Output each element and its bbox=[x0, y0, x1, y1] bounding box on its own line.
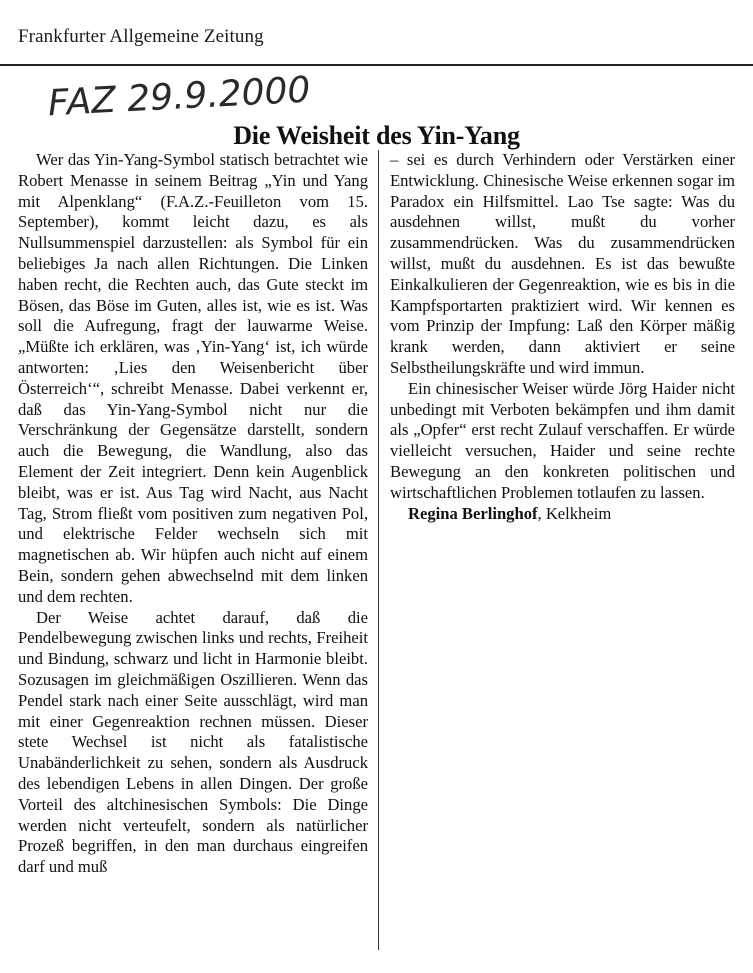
handwritten-date-text: FAZ 29.9.2000 bbox=[46, 69, 312, 125]
author-signature bbox=[390, 504, 735, 525]
author-place: Kelkheim bbox=[545, 503, 612, 523]
handwritten-date-note bbox=[0, 60, 380, 130]
newspaper-masthead: Frankfurter Allgemeine Zeitung bbox=[18, 26, 264, 47]
author-name: Regina Berlinghof bbox=[408, 503, 538, 523]
article-paragraph: Ein chinesischer Weiser würde Jörg Haider nicht unbedingt mit Verboten bekämpfen und ihm damit als „Opfer“ erst recht Zulauf verschaffen. Er würde vielleicht versuchen, Haider und seine rechte Bewegung an den konkreten politischen und wirtschaftlichen Problemen totlaufen zu lassen. bbox=[390, 378, 735, 502]
article-paragraph: Wer das Yin-Yang-Symbol statisch betrachtet wie Robert Menasse in seinem Beitrag „Yin und Yang mit Alpenklang“ (F.A.Z.-Feuilleton vom 15. September), kommt leicht dazu, es als Nullsummenspiel darzustellen: als Symbol für ein beliebiges Ja nach allen Richtungen. Die Linken haben recht, die Rechten auch, das Gute steckt im Bösen, das Böse im Guten, alles ist, wie es ist. Was soll die Aufregung, fragt der lauwarme Weise. „Müßte ich erklären, was ‚Yin-Yang‘ ist, ich würde antworten: ‚Lies den Weisenbericht über Österreich‘“, schreibt Menasse. Dabei verkennt er, daß das Yin-Yang-Symbol nicht nur die Verschränkung der Gegensätze darstellt, sondern auch die Bewegung, die Wandlung, also das Element der Zeit integriert. Denn kein Augenblick bleibt, was er ist. Aus Tag wird Nacht, aus Nacht Tag, Strom fließt vom positiven zum negativen Pol, und elektrische Felder wechseln sich mit magnetischen ab. Wir hüpfen auch nicht auf einem Bein, sondern gehen abwechselnd mit dem linken und dem rechten. bbox=[18, 150, 368, 606]
article-column-left bbox=[18, 150, 368, 878]
article-column-right bbox=[390, 150, 735, 524]
column-divider bbox=[378, 150, 379, 950]
article-headline: Die Weisheit des Yin-Yang bbox=[233, 121, 520, 151]
article-paragraph: Der Weise achtet darauf, daß die Pendelbewegung zwischen links und rechts, Freiheit und Bindung, schwarz und licht in Harmonie bleibt. Sozusagen im gleichmäßigen Oszillieren. Wenn das Pendel stark nach einer Seite ausschlägt, wird man mit einer Gegenreaktion rechnen müssen. Dieser stete Wechsel ist nicht als fatalistische Unabänderlichkeit zu sehen, sondern als Ausdruck des lebendigen Lebens in allen Dingen. Der große Vorteil des altchinesischen Symbols: Die Dinge werden nicht verteufelt, sondern als natürlicher Prozeß begriffen, in den man durchaus eingreifen darf und muß bbox=[18, 607, 368, 877]
signature-separator: , bbox=[537, 503, 546, 523]
article-paragraph: – sei es durch Verhindern oder Verstärken einer Entwicklung. Chinesische Weise erkennen sogar im Paradox ein Hilfsmittel. Lao Tse sagte: Was du ausdehnen willst, mußt du vorher zusammendrücken. Was du zusammendrücken willst, mußt du ausdehnen. Es ist das bewußte Einkalkulieren der Gegenreaktion, wie es bis in die Kampfsportarten praktiziert wird. Wir kennen es vom Prinzip der Impfung: Laß den Körper mäßig krank werden, dann aktiviert er seine Selbstheilungskräfte und wird immun. bbox=[390, 150, 735, 377]
